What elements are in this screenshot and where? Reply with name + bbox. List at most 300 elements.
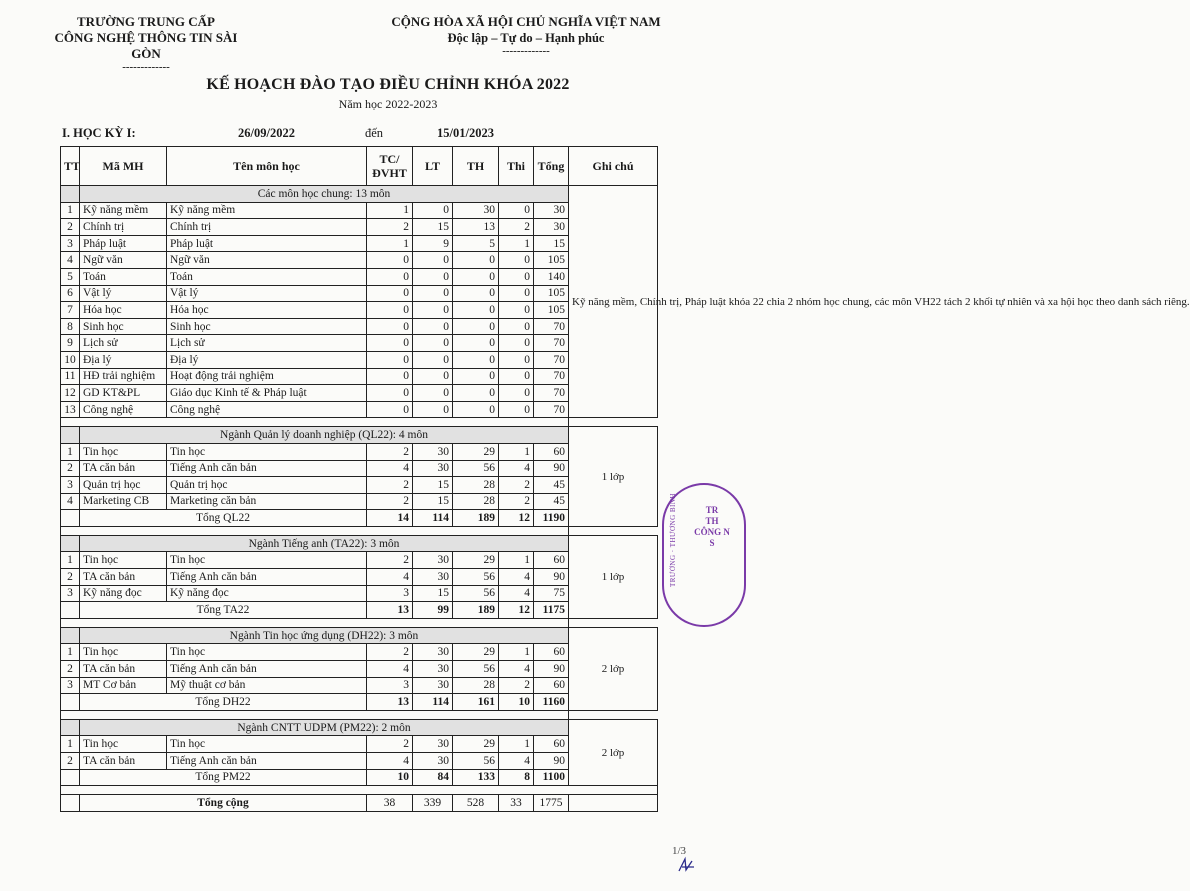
row-code: Tin học [80,736,167,753]
row-lt: 0 [413,368,453,385]
row-tt: 2 [61,661,80,678]
row-code: Tin học [80,552,167,569]
table-row [61,661,658,678]
row-tong: 70 [534,335,569,352]
row-thi: 0 [499,401,534,418]
section-gap [61,710,658,719]
row-thi: 1 [499,644,534,661]
total-th: 189 [453,510,499,527]
gap-cell [61,618,569,627]
section-heading-row [61,627,658,644]
total-blank [61,694,80,711]
row-tc: 2 [367,552,413,569]
row-code: HĐ trải nghiệm [80,368,167,385]
col-header-code: Mã MH [80,147,167,186]
row-thi: 1 [499,443,534,460]
row-tong: 75 [534,585,569,602]
row-tt: 3 [61,235,80,252]
total-thi: 8 [499,769,534,786]
section-gap [61,618,658,627]
row-tong: 60 [534,736,569,753]
row-thi: 0 [499,385,534,402]
row-thi: 0 [499,202,534,219]
row-tong: 60 [534,644,569,661]
row-th: 56 [453,661,499,678]
row-tc: 1 [367,235,413,252]
row-lt: 30 [413,443,453,460]
row-subject: Giáo dục Kinh tế & Pháp luật [167,385,367,402]
row-tt: 11 [61,368,80,385]
grand-note-blank [569,795,658,812]
total-th: 161 [453,694,499,711]
row-tong: 90 [534,569,569,586]
row-th: 0 [453,285,499,302]
row-tt: 8 [61,318,80,335]
row-code: Tin học [80,644,167,661]
row-lt: 0 [413,335,453,352]
col-header-note: Ghi chú [569,147,658,186]
row-th: 28 [453,493,499,510]
row-tt: 4 [61,493,80,510]
row-code: TA căn bản [80,661,167,678]
row-code: Tin học [80,443,167,460]
table-row [61,552,658,569]
row-tong: 70 [534,318,569,335]
row-lt: 15 [413,219,453,236]
row-subject: Chính trị [167,219,367,236]
row-tc: 3 [367,585,413,602]
school-year: Năm học 2022-2023 [338,97,438,111]
col-header-lt: LT [413,147,453,186]
row-code: TA căn bản [80,460,167,477]
row-tc: 2 [367,443,413,460]
section-total-row [61,694,658,711]
row-code: Sinh học [80,318,167,335]
total-label: Tổng TA22 [80,602,367,619]
row-tc: 2 [367,493,413,510]
row-lt: 15 [413,477,453,494]
table-row [61,401,658,418]
row-code: Pháp luật [80,235,167,252]
section-total-row [61,510,658,527]
row-thi: 0 [499,351,534,368]
section-heading-tt [61,627,80,644]
row-tt: 13 [61,401,80,418]
row-tt: 7 [61,302,80,319]
row-th: 13 [453,219,499,236]
table-row [61,235,658,252]
row-subject: Công nghệ [167,401,367,418]
row-lt: 0 [413,268,453,285]
row-tong: 60 [534,677,569,694]
row-lt: 30 [413,661,453,678]
row-subject: Tiếng Anh căn bản [167,569,367,586]
row-tt: 3 [61,677,80,694]
row-thi: 4 [499,585,534,602]
grand-total-label: Tổng cộng [80,795,367,812]
row-tc: 2 [367,477,413,494]
row-code: Toán [80,268,167,285]
table-row [61,460,658,477]
row-tt: 3 [61,585,80,602]
row-code: MT Cơ bản [80,677,167,694]
row-thi: 2 [499,677,534,694]
semester-to-word: đến [365,126,384,140]
row-tong: 60 [534,443,569,460]
row-subject: Tin học [167,552,367,569]
table-row [61,202,658,219]
table-row [61,268,658,285]
row-tong: 60 [534,552,569,569]
row-tt: 9 [61,335,80,352]
section-heading-row [61,719,658,736]
row-thi: 0 [499,302,534,319]
row-tt: 2 [61,753,80,770]
row-code: Hóa học [80,302,167,319]
national-header [356,14,696,56]
section-note: Kỹ năng mềm, Chính trị, Pháp luật khóa 22 chia 2 nhóm học chung, các môn VH22 tách 2 khối tự nhiên và xa hội học theo danh sách riêng. [569,186,658,418]
row-thi: 0 [499,335,534,352]
row-code: Chính trị [80,219,167,236]
row-tc: 4 [367,661,413,678]
total-tc: 10 [367,769,413,786]
row-lt: 0 [413,302,453,319]
grand-blank [61,795,80,812]
row-thi: 0 [499,268,534,285]
nation-underline: ------------- [502,45,550,57]
table-header-row [61,147,658,186]
row-tt: 5 [61,268,80,285]
total-tc: 13 [367,602,413,619]
total-blank [61,602,80,619]
row-th: 29 [453,552,499,569]
row-tc: 2 [367,644,413,661]
row-tc: 4 [367,460,413,477]
row-th: 30 [453,202,499,219]
grand-tc: 38 [367,795,413,812]
row-tong: 90 [534,753,569,770]
row-th: 5 [453,235,499,252]
row-tc: 0 [367,285,413,302]
table-row [61,736,658,753]
row-th: 0 [453,335,499,352]
row-tc: 0 [367,252,413,269]
semester-end-date: 15/01/2023 [437,126,494,140]
section-heading-row [61,186,658,203]
row-th: 0 [453,401,499,418]
row-tc: 2 [367,219,413,236]
section-heading-tt [61,719,80,736]
section-heading-tt [61,186,80,203]
table-row [61,335,658,352]
row-th: 56 [453,585,499,602]
row-tt: 6 [61,285,80,302]
row-thi: 2 [499,493,534,510]
row-subject: Hoạt động trải nghiệm [167,368,367,385]
row-subject: Toán [167,268,367,285]
row-thi: 1 [499,552,534,569]
row-tong: 90 [534,661,569,678]
col-header-credits: TC/ ĐVHT [367,147,413,186]
section-total-row [61,769,658,786]
row-th: 29 [453,644,499,661]
school-name-line2: CÔNG NGHỆ THÔNG TIN SÀI GÒN [54,30,238,61]
row-tt: 12 [61,385,80,402]
section-heading-row [61,427,658,444]
section-total-row [61,602,658,619]
section-heading: Ngành Tin học ứng dụng (DH22): 3 môn [80,627,569,644]
row-th: 0 [453,268,499,285]
section-note: 1 lớp [569,535,658,618]
row-subject: Kỹ năng mềm [167,202,367,219]
col-header-tt: TT [61,147,80,186]
gap-cell [61,710,569,719]
table-row [61,477,658,494]
signature-mark [676,855,698,875]
row-tc: 1 [367,202,413,219]
row-thi: 1 [499,235,534,252]
row-th: 0 [453,252,499,269]
row-lt: 0 [413,285,453,302]
row-tong: 15 [534,235,569,252]
row-tong: 30 [534,219,569,236]
col-header-exam: Thi [499,147,534,186]
row-lt: 30 [413,677,453,694]
row-code: Marketing CB [80,493,167,510]
row-tt: 1 [61,736,80,753]
row-thi: 4 [499,569,534,586]
row-thi: 0 [499,285,534,302]
row-lt: 0 [413,252,453,269]
row-lt: 30 [413,552,453,569]
row-subject: Quản trị học [167,477,367,494]
section-heading-row [61,535,658,552]
row-thi: 2 [499,477,534,494]
table-row [61,385,658,402]
total-tong: 1175 [534,602,569,619]
grand-tong: 1775 [534,795,569,812]
semester-label: I. HỌC KỲ I: [62,126,136,140]
section-heading-tt [61,427,80,444]
grand-thi: 33 [499,795,534,812]
row-code: Ngữ văn [80,252,167,269]
row-code: TA căn bản [80,569,167,586]
table-row [61,302,658,319]
row-tc: 0 [367,318,413,335]
row-code: Lịch sử [80,335,167,352]
total-tong: 1190 [534,510,569,527]
row-tong: 70 [534,368,569,385]
col-header-name: Tên môn học [167,147,367,186]
grand-total-row [61,795,658,812]
row-subject: Lịch sử [167,335,367,352]
row-subject: Tin học [167,644,367,661]
row-subject: Tiếng Anh căn bản [167,661,367,678]
table-row [61,585,658,602]
row-subject: Mỹ thuật cơ bản [167,677,367,694]
row-tt: 2 [61,569,80,586]
total-thi: 12 [499,602,534,619]
row-tong: 70 [534,351,569,368]
page-number: 1/3 [671,845,686,857]
row-tong: 105 [534,285,569,302]
row-subject: Vật lý [167,285,367,302]
official-seal: TRƯỜNG · THƯƠNG BINH TR TH CÔNG N S [662,483,746,627]
table-row [61,677,658,694]
semester-start-date: 26/09/2022 [238,126,295,140]
row-lt: 30 [413,736,453,753]
row-lt: 30 [413,644,453,661]
section-note: 1 lớp [569,427,658,527]
row-lt: 0 [413,385,453,402]
row-tt: 2 [61,219,80,236]
row-th: 0 [453,318,499,335]
table-row [61,285,658,302]
row-subject: Tin học [167,736,367,753]
gap-cell [61,786,658,795]
row-code: Kỹ năng mềm [80,202,167,219]
total-thi: 10 [499,694,534,711]
row-tong: 105 [534,252,569,269]
row-tt: 1 [61,443,80,460]
school-underline: ------------- [122,61,170,73]
total-tc: 13 [367,694,413,711]
row-tong: 70 [534,385,569,402]
row-code: TA căn bản [80,753,167,770]
row-tc: 0 [367,401,413,418]
section-heading: Ngành Quản lý doanh nghiệp (QL22): 4 môn [80,427,569,444]
row-tong: 30 [534,202,569,219]
gap-cell [61,526,569,535]
row-th: 28 [453,477,499,494]
row-tt: 2 [61,460,80,477]
table-row [61,753,658,770]
row-tt: 10 [61,351,80,368]
row-subject: Kỹ năng đọc [167,585,367,602]
row-tc: 0 [367,351,413,368]
total-lt: 84 [413,769,453,786]
row-subject: Tiếng Anh căn bản [167,753,367,770]
row-th: 56 [453,460,499,477]
row-code: Địa lý [80,351,167,368]
grand-lt: 339 [413,795,453,812]
grand-th: 528 [453,795,499,812]
section-heading: Ngành Tiếng anh (TA22): 3 môn [80,535,569,552]
table-row [61,368,658,385]
table-row [61,351,658,368]
row-lt: 15 [413,585,453,602]
total-tc: 14 [367,510,413,527]
section-gap [61,418,658,427]
section-heading-tt [61,535,80,552]
row-tt: 3 [61,477,80,494]
row-tong: 45 [534,477,569,494]
row-tc: 4 [367,569,413,586]
school-header [46,14,246,72]
row-th: 29 [453,736,499,753]
table-row [61,569,658,586]
nation-name: CỘNG HÒA XÃ HỘI CHỦ NGHĨA VIỆT NAM [391,14,661,29]
nation-motto: Độc lập – Tự do – Hạnh phúc [447,31,605,45]
row-tt: 1 [61,644,80,661]
row-thi: 0 [499,318,534,335]
row-tong: 45 [534,493,569,510]
row-lt: 30 [413,753,453,770]
row-tt: 1 [61,202,80,219]
row-tc: 2 [367,736,413,753]
row-code: GD KT&PL [80,385,167,402]
table-row [61,644,658,661]
section-heading: Các môn học chung: 13 môn [80,186,569,203]
col-header-total: Tổng [534,147,569,186]
total-lt: 114 [413,510,453,527]
total-th: 189 [453,602,499,619]
total-lt: 114 [413,694,453,711]
row-thi: 4 [499,661,534,678]
row-lt: 0 [413,318,453,335]
row-tc: 4 [367,753,413,770]
row-tt: 1 [61,552,80,569]
section-heading: Ngành CNTT UDPM (PM22): 2 môn [80,719,569,736]
total-th: 133 [453,769,499,786]
school-name-line1: TRƯỜNG TRUNG CẤP [77,14,215,29]
row-lt: 0 [413,351,453,368]
row-thi: 0 [499,252,534,269]
total-blank [61,510,80,527]
row-thi: 4 [499,753,534,770]
total-tong: 1160 [534,694,569,711]
total-blank [61,769,80,786]
row-thi: 2 [499,219,534,236]
col-header-th: TH [453,147,499,186]
document-title: KẾ HOẠCH ĐÀO TẠO ĐIỀU CHỈNH KHÓA 2022 [206,76,570,93]
table-row [61,252,658,269]
row-tc: 0 [367,368,413,385]
row-lt: 0 [413,202,453,219]
table-row [61,318,658,335]
section-gap [61,786,658,795]
row-th: 28 [453,677,499,694]
row-th: 0 [453,302,499,319]
row-th: 56 [453,569,499,586]
total-tong: 1100 [534,769,569,786]
row-tong: 90 [534,460,569,477]
section-gap [61,526,658,535]
total-label: Tổng QL22 [80,510,367,527]
row-subject: Pháp luật [167,235,367,252]
row-th: 29 [453,443,499,460]
row-code: Công nghệ [80,401,167,418]
total-label: Tổng DH22 [80,694,367,711]
row-code: Vật lý [80,285,167,302]
row-tong: 140 [534,268,569,285]
row-subject: Tin học [167,443,367,460]
row-tc: 0 [367,335,413,352]
row-subject: Sinh học [167,318,367,335]
row-lt: 30 [413,569,453,586]
row-tc: 0 [367,385,413,402]
row-subject: Địa lý [167,351,367,368]
section-note: 2 lớp [569,627,658,710]
row-lt: 0 [413,401,453,418]
row-code: Kỹ năng đọc [80,585,167,602]
row-tong: 105 [534,302,569,319]
gap-cell [61,418,569,427]
total-label: Tổng PM22 [80,769,367,786]
row-lt: 30 [413,460,453,477]
row-tong: 70 [534,401,569,418]
row-tc: 0 [367,302,413,319]
